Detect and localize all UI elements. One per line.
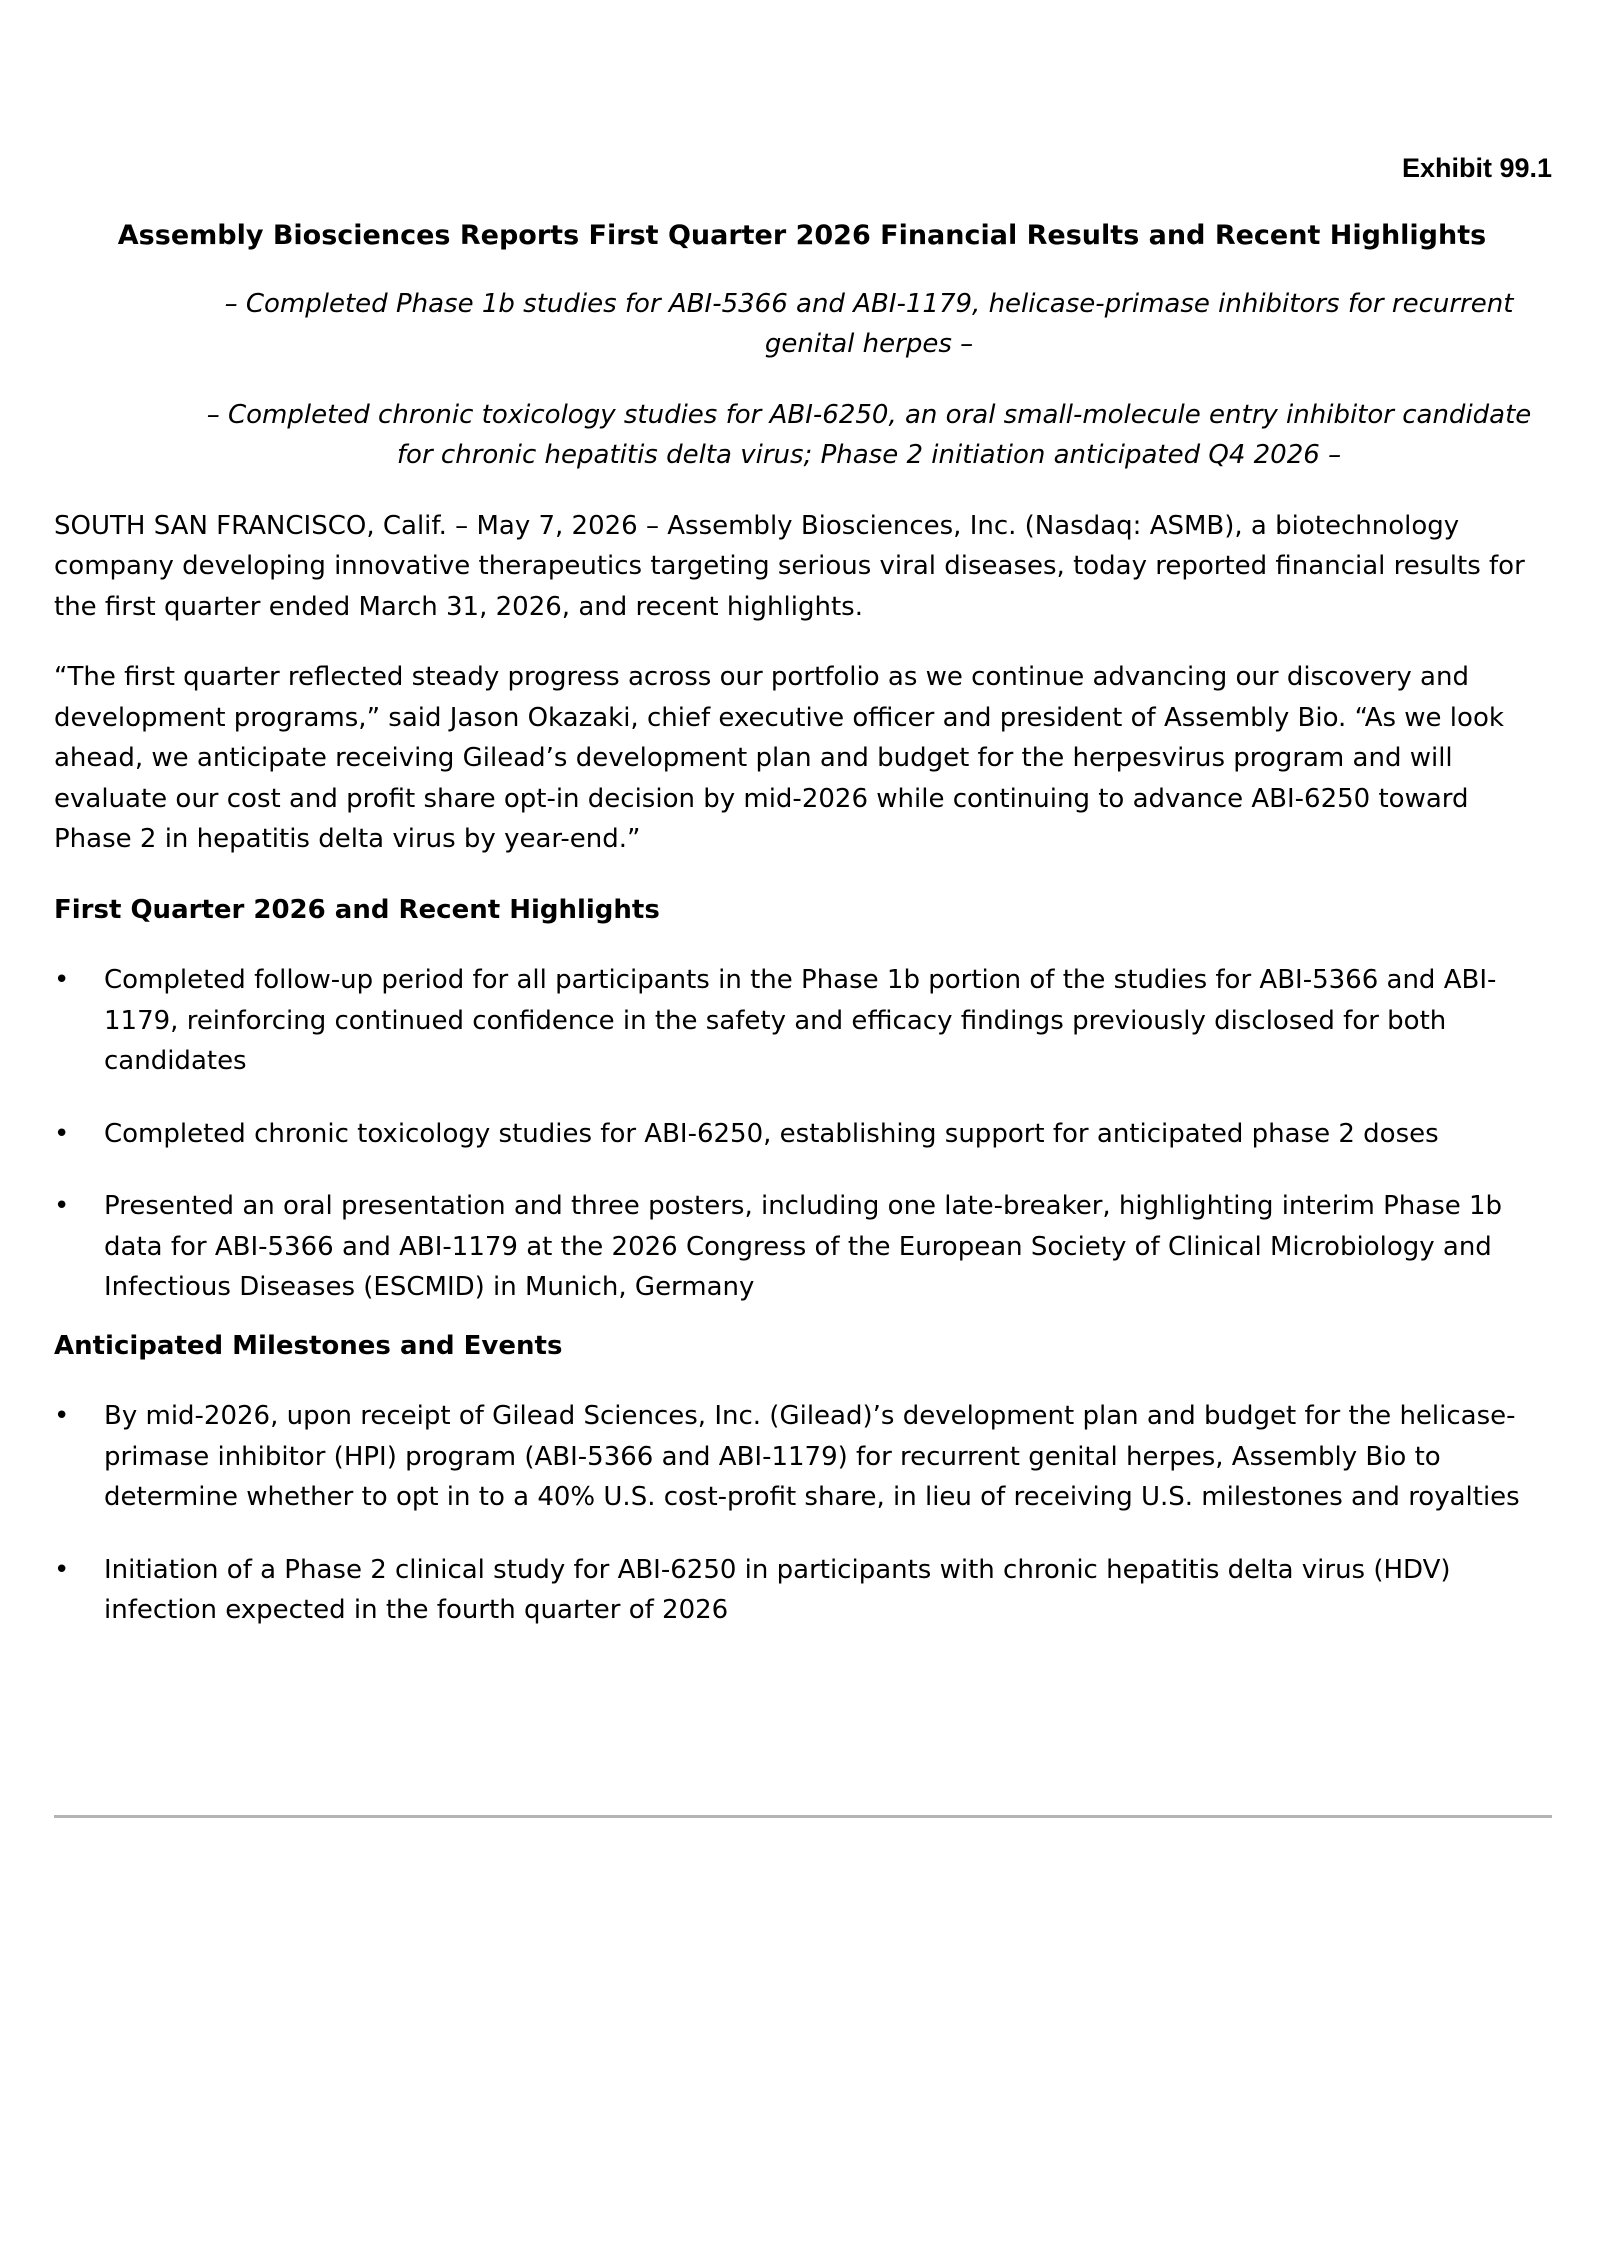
list-item-text: By mid-2026, upon receipt of Gilead Sciences, Inc. (Gilead)’s development plan and budget for the helicase-primase inhibitor (HPI) program (ABI-5366 and ABI-1179) for recurrent genital herpes, Assembly Bio to determine whether to opt in to a 40% U.S. cost-profit share, in lieu of receiving U.S. milestones and royalties [104, 1401, 1520, 1512]
subheadline-1: – Completed Phase 1b studies for ABI-5366 and ABI-1179, helicase-primase inhibitors for recurrent genital herpes – [224, 288, 1514, 359]
bullet-icon: • [54, 965, 70, 995]
bullet-icon: • [54, 1401, 70, 1431]
ceo-quote-paragraph: “The first quarter reflected steady progress across our portfolio as we continue advancing our discovery and development programs,” said Jason Okazaki, chief executive officer and president of Assembly Bio. “As we look ahead, we anticipate receiving Gilead’s development plan and budget for the herpesvirus program and will evaluate our cost and profit share opt-in decision by mid-2026 while continuing to advance ABI-6250 toward Phase 2 in hepatitis delta virus by year-end.” [54, 662, 1504, 854]
highlights-heading: First Quarter 2026 and Recent Highlights [54, 894, 660, 925]
bullet-icon: • [54, 1118, 70, 1149]
dateline-paragraph: SOUTH SAN FRANCISCO, Calif. – May 7, 2026 – Assembly Biosciences, Inc. (Nasdaq: ASMB), a biotechnology company developing innovative therapeutics targeting serious viral diseases, today reported financial results for the first quarter ended March 31, 2026, and recent highlights. [54, 510, 1525, 622]
list-item-text: Initiation of a Phase 2 clinical study for ABI-6250 in participants with chronic hepatitis delta virus (HDV) infection expected in the fourth quarter of 2026 [104, 1554, 1451, 1625]
list-item-text: Completed follow-up period for all participants in the Phase 1b portion of the studies for ABI-5366 and ABI-1179, reinforcing continued confidence in the safety and efficacy findings previously disclosed for both candidates [104, 965, 1497, 1076]
bullet-icon: • [54, 1554, 70, 1585]
list-item [54, 1186, 1550, 1308]
milestones-heading: Anticipated Milestones and Events [54, 1330, 563, 1361]
highlights-list [54, 960, 1550, 1308]
press-release-body [54, 212, 1550, 1663]
list-item-text: Completed chronic toxicology studies for ABI-6250, establishing support for anticipated phase 2 doses [104, 1118, 1439, 1149]
document-title: Assembly Biosciences Reports First Quarter 2026 Financial Results and Recent Highlights [117, 220, 1487, 251]
page-divider [54, 1815, 1552, 1818]
milestones-list [54, 1396, 1550, 1631]
list-item [54, 1550, 1550, 1631]
list-item [54, 1114, 1550, 1155]
list-item [54, 1396, 1550, 1518]
list-item-text: Presented an oral presentation and three posters, including one late-breaker, highlighting interim Phase 1b data for ABI-5366 and ABI-1179 at the 2026 Congress of the European Society of Clinical Microbiology and Infectious Diseases (ESCMID) in Munich, Germany [104, 1191, 1503, 1302]
exhibit-label: Exhibit 99.1 [1401, 153, 1552, 183]
bullet-icon: • [54, 1191, 70, 1221]
list-item [54, 960, 1550, 1082]
subheadline-2: – Completed chronic toxicology studies for ABI-6250, an oral small-molecule entry inhibitor candidate for chronic hepatitis delta virus; Phase 2 initiation anticipated Q4 2026 – [206, 399, 1532, 470]
